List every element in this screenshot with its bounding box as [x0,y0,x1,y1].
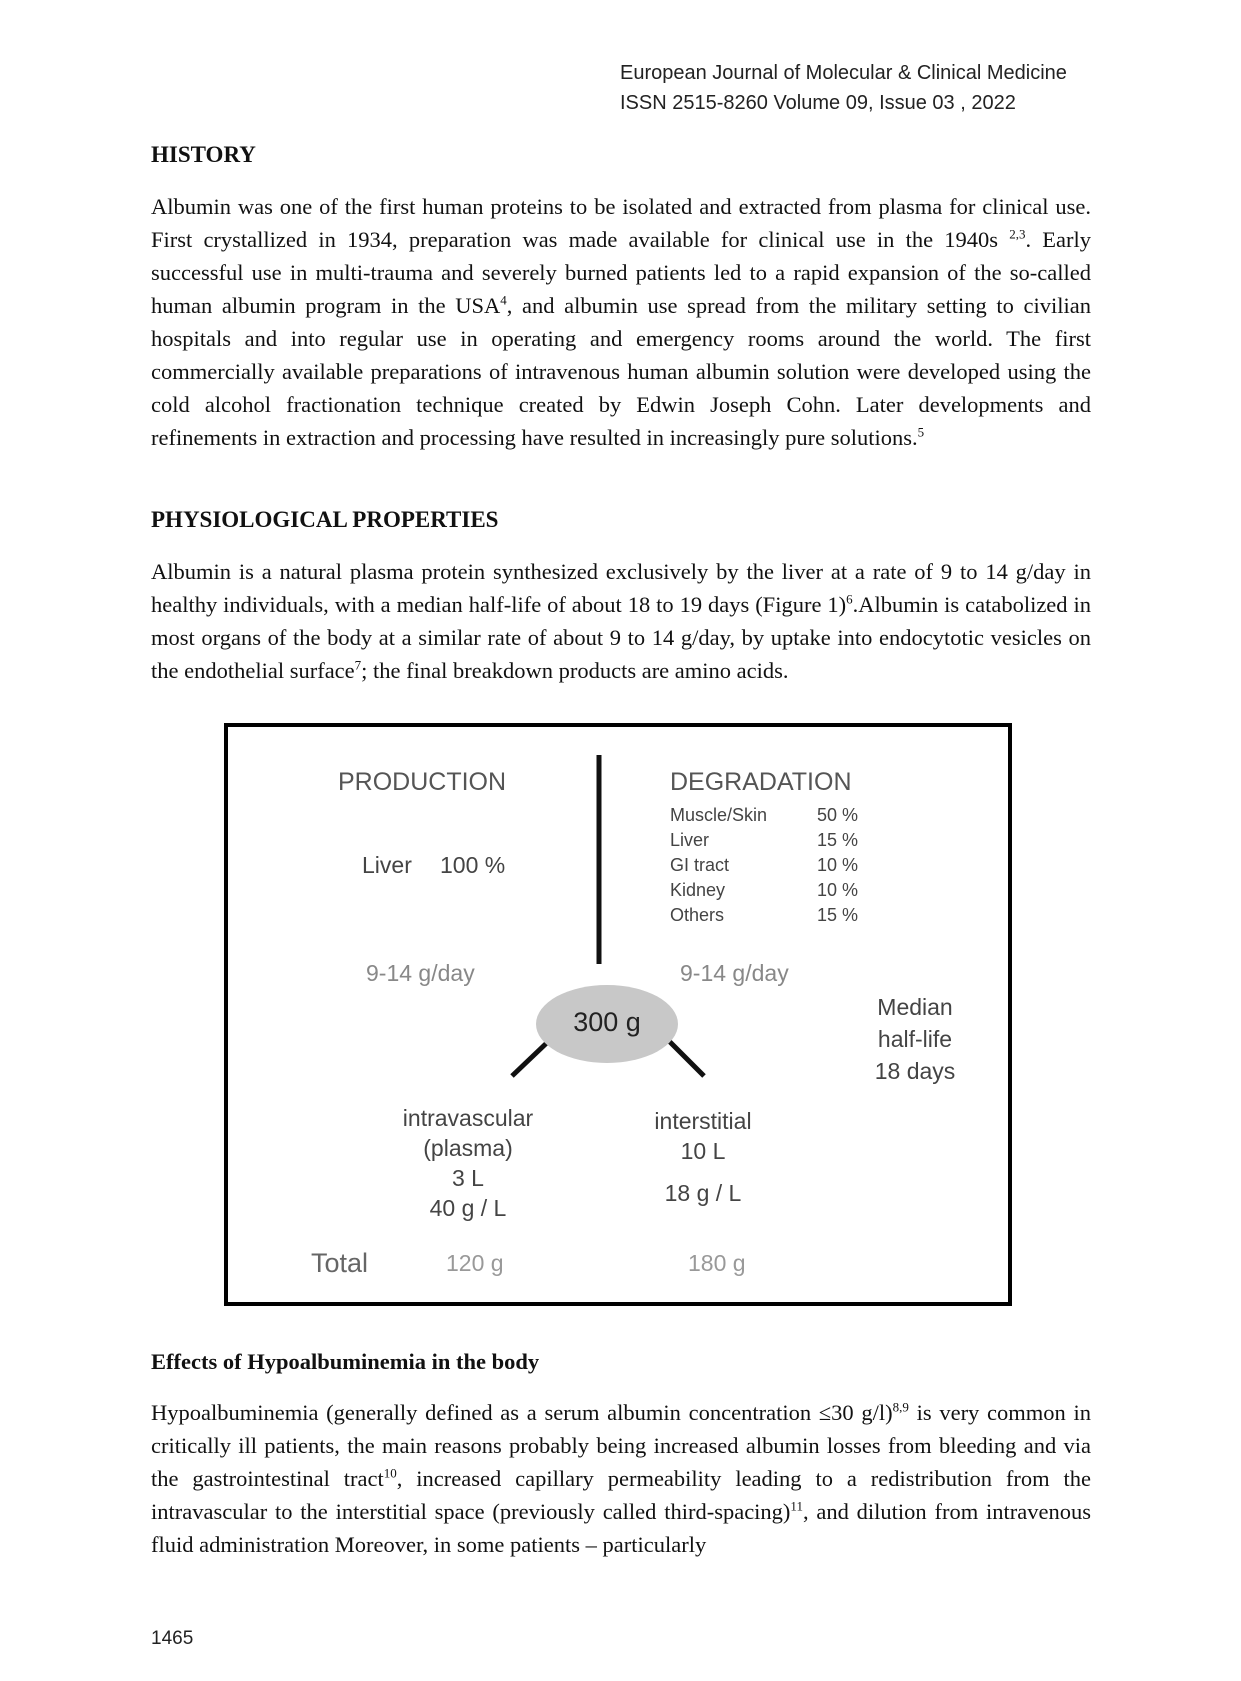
half-life-line: half-life [877,1026,953,1052]
interstitial-compartment [633,1106,773,1208]
half-life-line: Median [877,994,953,1020]
compartment-name: interstitial [654,1108,752,1134]
reference-citation: 2,3 [1009,226,1026,242]
liver-value: 100 % [440,852,506,878]
compartment-volume: 10 L [680,1138,726,1164]
compartment-concentration: 40 g / L [429,1195,507,1221]
total-label: Total [311,1248,369,1278]
albumin-distribution-figure [224,723,1012,1306]
degradation-item-value: 10 % [816,880,858,900]
degradation-item-value: 15 % [816,830,858,850]
reference-citation: 11 [790,1498,803,1514]
reference-citation: 7 [354,657,362,673]
degradation-item-label: Kidney [670,880,726,900]
reference-citation: 8,9 [892,1399,909,1415]
journal-issn: ISSN 2515-8260 Volume 09, Issue 03 , 2022 [620,92,1016,114]
degradation-item-value: 15 % [816,905,858,925]
reference-citation: 6 [846,591,853,607]
arrow-interstitial [664,1036,704,1076]
history-text-3: , and albumin use spread from the military setting to civilian hospitals and into regular use in operating and emergency rooms around the world. The first commercially available preparations of intravenous human albumin solution were developed using the cold alcohol fractionation technique created by Edwin Joseph Cohn. Later developments and refinements in extraction and processing have resulted in increasingly pure solutions. [151,293,1091,450]
hypoalbuminemia-paragraph [151,1396,1091,1561]
running-header [620,58,1067,118]
degradation-item-label: GI tract [670,855,730,875]
hypo-text-4: , and dilution from intravenous fluid administration Moreover, in some patients – particularly [151,1499,1092,1557]
physiology-text-2: .Albumin is catabolized in most organs of the body at a similar rate of about 9 to 14 g/day, by uptake into endocytotic vesicles on the endothelial surface [151,592,1091,683]
production-rate: 9-14 g/day [366,960,475,986]
half-life-note [850,991,980,1087]
degradation-rate: 9-14 g/day [680,960,789,986]
page-number: 1465 [151,1628,194,1649]
compartment-name: intravascular [402,1105,534,1131]
degradation-list [670,803,767,928]
albumin-pool-label: 300 g [573,1007,641,1037]
physiology-text-3: ; the final breakdown products are amino acids. [361,658,789,683]
degradation-item-value: 10 % [816,855,858,875]
physiology-paragraph [151,555,1091,687]
hypo-text-3: , increased capillary permeability leading to a redistribution from the intravascular to the interstitial space (previously called third-spacing) [151,1466,1091,1524]
history-text-1: Albumin was one of the first human proteins to be isolated and extracted from plasma for clinical use. First crystallized in 1934, preparation was made available for clinical use in the 1940s [151,194,1091,252]
production-title: PRODUCTION [338,768,507,796]
degradation-title: DEGRADATION [670,768,852,796]
compartment-volume: 3 L [452,1165,484,1191]
hypo-text-1: Hypoalbuminemia (generally defined as a serum albumin concentration ≤30 g/l) [151,1400,893,1425]
degradation-item-label: Muscle/Skin [670,805,768,825]
reference-citation: 4 [500,292,507,308]
degradation-item-label: Others [670,905,725,925]
half-life-line: 18 days [874,1058,956,1084]
history-heading: HISTORY [151,142,256,167]
physiology-text-1: Albumin is a natural plasma protein synthesized exclusively by the liver at a rate of 9 to 14 g/day in healthy individuals, with a median half-life of about 18 to 19 days (Figure 1) [151,559,1091,617]
reference-citation: 5 [917,424,925,440]
history-text-2: . Early successful use in multi-trauma and severely burned patients led to a rapid expansion of the so-called human albumin program in the USA [151,227,1091,318]
compartment-concentration: 18 g / L [664,1180,742,1206]
reference-citation: 10 [383,1465,397,1481]
journal-name: European Journal of Molecular & Clinical Medicine [620,62,1067,84]
liver-label: Liver [362,852,412,878]
degradation-item-value: 50 % [816,805,858,825]
compartment-subname: (plasma) [423,1135,513,1161]
hypoalbuminemia-heading: Effects of Hypoalbuminemia in the body [151,1349,540,1374]
intravascular-compartment [388,1103,548,1223]
history-paragraph [151,190,1091,454]
degradation-item-label: Liver [670,830,710,850]
total-intravascular: 120 g [446,1250,504,1276]
physiology-heading: PHYSIOLOGICAL PROPERTIES [151,507,499,532]
total-interstitial: 180 g [688,1250,746,1276]
hypo-text-2: is very common in critically ill patients, the main reasons probably being increased albumin losses from bleeding and via the gastrointestinal tract [151,1400,1091,1491]
degradation-values [790,803,858,928]
